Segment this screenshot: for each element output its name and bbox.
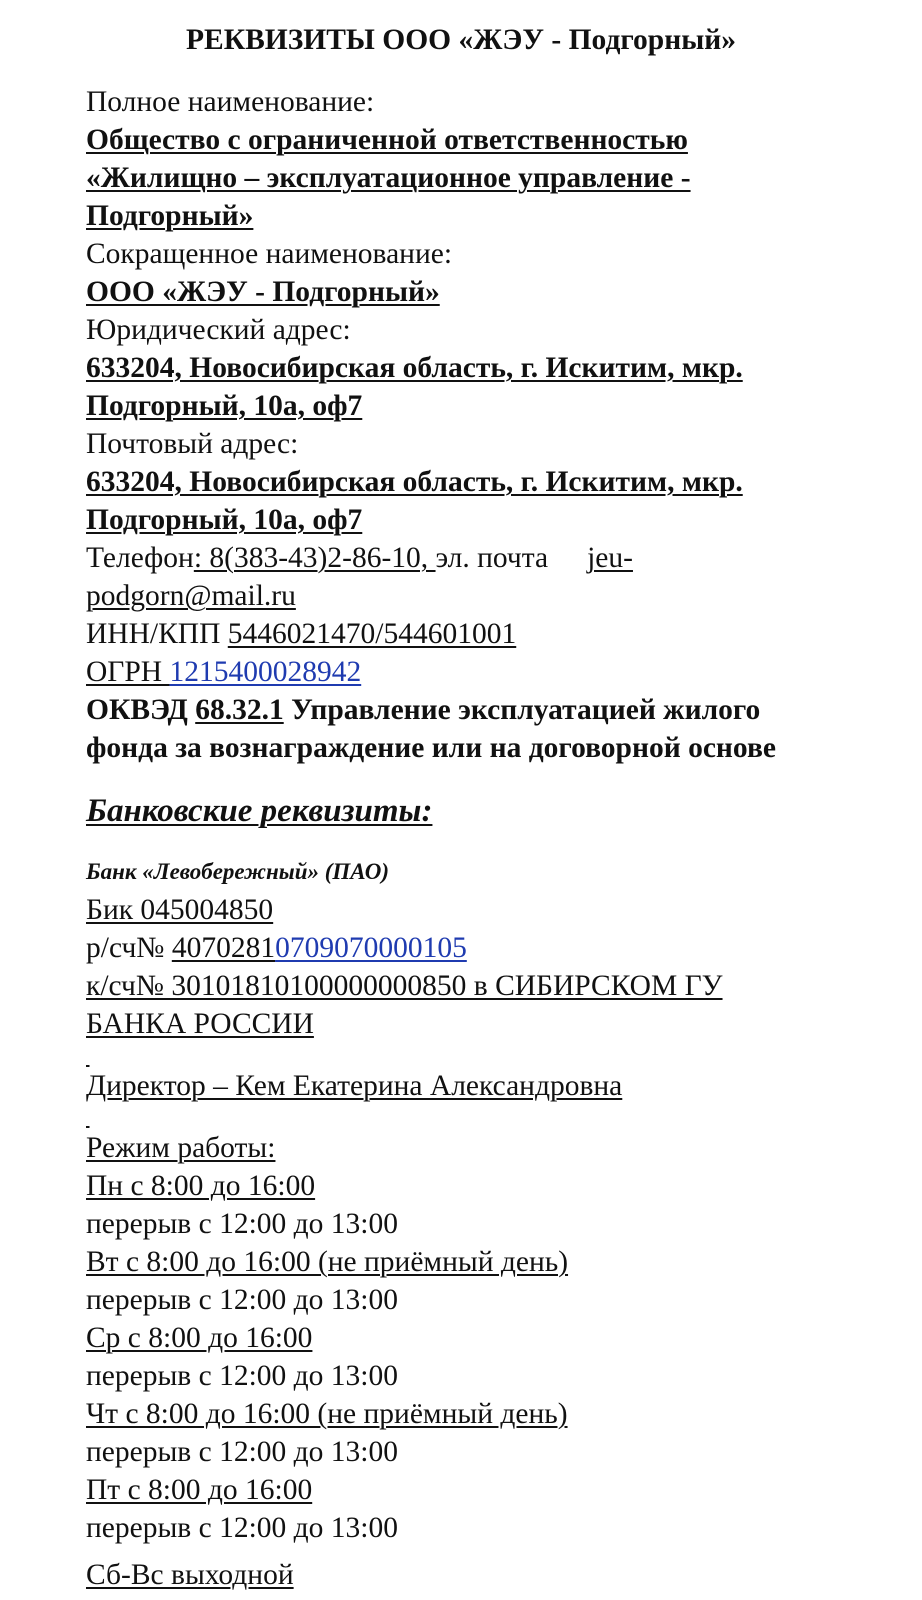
ogrn-label: ОГРН — [86, 656, 170, 688]
email-link-part-1[interactable]: jeu- — [587, 542, 633, 574]
okved-label: ОКВЭД — [86, 694, 196, 726]
okved-description-1: Управление эксплуатацией жилого — [283, 694, 761, 726]
schedule-break: перерыв с 12:00 до 13:00 — [86, 1284, 398, 1316]
bank-details-heading: Банковские реквизиты: — [86, 793, 433, 829]
schedule-break: перерыв с 12:00 до 13:00 — [86, 1512, 398, 1544]
page-title: РЕКВИЗИТЫ ООО «ЖЭУ - Подгорный» — [186, 24, 736, 56]
okved-line — [86, 691, 760, 729]
schedule-break: перерыв с 12:00 до 13:00 — [86, 1436, 398, 1468]
account-number-part-1[interactable]: 4070281 — [171, 932, 276, 964]
underline-mark — [86, 1113, 94, 1123]
schedule-break: перерыв с 12:00 до 13:00 — [86, 1208, 398, 1240]
inn-kpp-value[interactable]: 5446021470/544601001 — [227, 618, 517, 650]
short-name-label: Сокращенное наименование: — [86, 238, 453, 270]
postal-address-line-1: 633204, Новосибирская область, г. Искитим, мкр. — [86, 466, 743, 498]
bank-bik[interactable]: Бик 045004850 — [86, 894, 274, 926]
email-link-part-2[interactable]: podgorn@mail.ru — [86, 580, 296, 612]
schedule-friday[interactable]: Пт с 8:00 до 16:00 — [86, 1474, 313, 1506]
bank-name: Банк «Левобережный» (ПАО) — [86, 859, 390, 884]
schedule-wednesday[interactable]: Ср с 8:00 до 16:00 — [86, 1322, 313, 1354]
legal-address-line-1: 633204, Новосибирская область, г. Искитим, мкр. — [86, 352, 743, 384]
phone-email-line — [86, 539, 633, 577]
phone-link[interactable]: : 8(383-43)2-86-10, — [193, 542, 436, 574]
correspondent-account-line-2[interactable]: БАНКА РОССИИ — [86, 1008, 314, 1040]
schedule-label[interactable]: Режим работы: — [86, 1132, 276, 1164]
inn-kpp-label: ИНН/КПП — [86, 618, 228, 650]
ogrn-link[interactable]: 1215400028942 — [169, 656, 362, 688]
underline-mark — [86, 1052, 94, 1062]
full-name-line-1: Общество с ограниченной ответственностью — [86, 124, 688, 156]
schedule-break: перерыв с 12:00 до 13:00 — [86, 1360, 398, 1392]
email-label: эл. почта — [435, 542, 549, 574]
legal-address-label: Юридический адрес: — [86, 314, 351, 346]
full-name-line-3: Подгорный» — [86, 200, 254, 232]
account-line — [86, 929, 467, 967]
account-label: р/сч№ — [86, 932, 172, 964]
correspondent-account-line-1[interactable]: к/сч№ 30101810100000000850 в СИБИРСКОМ ГУ — [86, 970, 723, 1002]
account-number-link[interactable]: 0709070000105 — [275, 932, 467, 964]
schedule-monday[interactable]: Пн с 8:00 до 16:00 — [86, 1170, 316, 1202]
ogrn-line — [86, 653, 361, 691]
director-line[interactable]: Директор – Кем Екатерина Александровна — [86, 1070, 623, 1102]
phone-label: Телефон — [86, 542, 194, 574]
okved-description-2: фонда за вознаграждение или на договорной основе — [86, 732, 776, 764]
inn-kpp-line — [86, 615, 516, 653]
schedule-thursday[interactable]: Чт с 8:00 до 16:00 (не приёмный день) — [86, 1398, 568, 1430]
schedule-tuesday[interactable]: Вт с 8:00 до 16:00 (не приёмный день) — [86, 1246, 569, 1278]
okved-code-link[interactable]: 68.32.1 — [195, 694, 284, 726]
postal-address-label: Почтовый адрес: — [86, 428, 299, 460]
postal-address-line-2: Подгорный, 10а, оф7 — [86, 504, 363, 536]
short-name-value: ООО «ЖЭУ - Подгорный» — [86, 276, 440, 308]
full-name-line-2: «Жилищно – эксплуатационное управление - — [86, 162, 691, 194]
full-name-label: Полное наименование: — [86, 86, 375, 118]
legal-address-line-2: Подгорный, 10а, оф7 — [86, 390, 363, 422]
schedule-weekend[interactable]: Сб-Вс выходной — [86, 1560, 294, 1591]
